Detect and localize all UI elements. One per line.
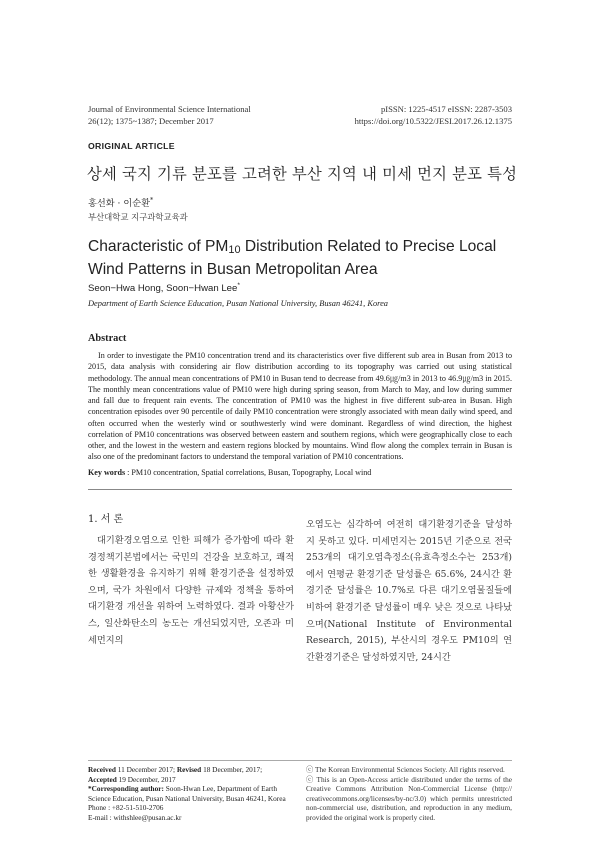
doi: https://doi.org/10.5322/JESI.2017.26.12.1375 (354, 116, 512, 126)
journal-header-right (355, 103, 512, 127)
english-title-sub: 10 (228, 244, 241, 256)
accepted-date: 19 December, 2017 (118, 774, 176, 784)
korean-affiliation: 부산대학교 지구과학교육과 (88, 212, 188, 222)
journal-name: Journal of Environmental Science International (88, 104, 251, 114)
section-heading: 1. 서 론 (88, 514, 124, 525)
journal-header-left (88, 103, 251, 127)
phone: Phone : +82-51-510-2706 (88, 803, 164, 813)
korean-title: 상세 국지 기류 분포를 고려한 부산 지역 내 미세 먼지 분포 특성 (87, 165, 518, 183)
keywords-text: PM10 concentration, Spatial correlations, Busan, Topography, Local wind (131, 468, 372, 477)
section-divider (88, 489, 512, 490)
volume-pages: 26(12); 1375~1387; December 2017 (88, 116, 214, 126)
footer-divider (88, 760, 512, 761)
abstract-text: In order to investigate the PM10 concentration trend and its characteristics over five different sub area in Busan from 2013 to 2015, data analysis with considering air flow distribution according to its topography was carried out using statistical methodology. The annual mean concentrations of PM10 in Busan tend to decrease from 49.6㎍/m3 in 2013 to 46.9㎍/m3 in 2015. The monthly mean concentrations value of PM10 were high during spring season, from March to May, and low during summer and fall due to frequent rain events. The concentration of PM10 was the highest in five different sub-area in Busan. High concentration episodes over 90 percentile of daily PM10 concentration were strongly associated with mean daily wind speed, and often occurred when the westerly wind or southwesterly wind were dominant. Regardless of wind direction, the highest correlation of PM10 concentrations was observed between eastern and southern regions, which were geographically close to each other, and the lowest in the western and eastern regions blocked by mountains. Wind flow along the complex terrain in Busan is also one of the predominant factors to understand the temporal variation of PM10 concentrations. (88, 351, 512, 462)
dates-line-1 (88, 765, 298, 775)
keywords: Key words : PM10 concentration, Spatial correlations, Busan, Topography, Local wind (88, 468, 372, 477)
copyright: ⓒ The Korean Environmental Sciences Society. All rights reserved. (306, 765, 505, 774)
intro-right-column: 오염도는 심각하여 여전히 대기환경기준을 달성하지 못하고 있다. 미세먼지는 2015년 기준으로 전국 253개의 대기오염측정소(유효측정소수는 253개)에서 연평균 환경기준 달성률은 65.6%, 24시간 환경기준 달성률은 10.7%로 다른 대기오염물질들에 비하여 환경기준 달성률이 매우 낮은 것으로 나타났으며(National Institute of Environmental Research, 2015), 부산시의 경우도 PM10의 연간환경기준은 달성하였지만, 24시간 (306, 519, 512, 663)
abstract-heading: Abstract (88, 333, 127, 344)
korean-authors (88, 195, 153, 209)
email: E-mail : withshlee@pusan.ac.kr (88, 812, 182, 822)
revised-label: Revised (176, 765, 202, 774)
accepted-label: Accepted (88, 774, 117, 784)
license: ⓒ This is an Open-Access article distributed under the terms of the Creative Commons Attribution Non-Commercial License (http:// creativecommons.org/licenses/by-nc/3.0) which permits unrestricted non-commercial use, distribution, and reproduction in any medium, provided the original work is properly cited. (306, 774, 512, 822)
english-authors (88, 282, 240, 294)
corresponding-author: *Corresponding author: Soon-Hwan Lee, Department of Earth Science Education, Pusan National University, Busan 46241, Korea (88, 784, 286, 803)
received-date: 11 December 2017; (117, 765, 176, 774)
keywords-label: Key words (88, 468, 126, 477)
dates-line-2 (88, 775, 298, 785)
issn: pISSN: 1225-4517 eISSN: 2287-3503 (380, 104, 512, 114)
english-title (88, 237, 518, 279)
english-author-names: Seon−Hwa Hong, Soon−Hwan Lee (88, 283, 238, 295)
footer-right (306, 765, 512, 823)
korean-author-mark: * (150, 195, 154, 204)
corresponding-text: Soon-Hwan Lee, Department of Earth Science Education, Pusan National University, Busan 46241, Korea (88, 784, 286, 803)
revised-date: 18 December, 2017; (203, 765, 263, 774)
english-affiliation: Department of Earth Science Education, Pusan National University, Busan 46241, Korea (88, 299, 388, 308)
intro-left-column: 대기환경오염으로 인한 피해가 증가함에 따라 환경정책기본법에서는 국민의 건강을 보호하고, 쾌적한 생활환경을 유지하기 위해 환경기준을 설정하였으며, 국가 차원에서 다양한 규제와 정책을 통하여 대기환경 개선을 위하여 노력하였다. 결과 아황산가스, 일산화탄소의 농도는 개선되었지만, 오존과 미세먼지의 (88, 535, 294, 646)
english-title-part1: Characteristic of PM (88, 238, 229, 255)
article-type: ORIGINAL ARTICLE (88, 141, 175, 151)
english-author-mark: * (237, 282, 240, 289)
received-label: Received (88, 765, 116, 774)
footer-left (88, 765, 298, 823)
english-title-part2: Distribution Related to Precise Local Wind Patterns in Busan Metropolitan Area (88, 238, 497, 278)
corresponding-label: Corresponding author: (91, 784, 164, 794)
korean-author-names: 홍선화 · 이순환 (88, 198, 151, 209)
